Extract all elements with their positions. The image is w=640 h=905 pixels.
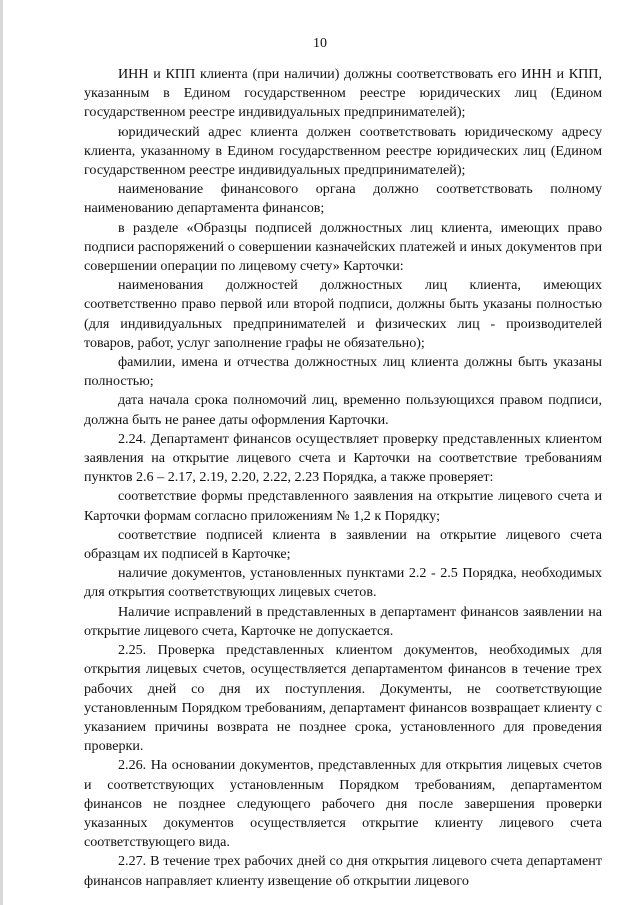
- paragraph-position-names: наименования должностей должностных лиц клиента, имеющих соответственно право первой или второй подписи, должны быть указаны полностью (для индивидуальных предпринимателей и физических лиц - производителей товаров, работ, услуг заполнение графы не обязательно);: [84, 277, 602, 351]
- paragraph-no-corrections: Наличие исправлений в представленных в департамент финансов заявлении на открытие лицевого счета, Карточке не допускается.: [84, 603, 602, 639]
- paragraph-clause-2-24: 2.24. Департамент финансов осуществляет проверку представленных клиентом заявления на открытие лицевого счета и Карточки на соответствие требованиям пунктов 2.6 – 2.17, 2.19, 2.20, 2.22, 2.23 Порядка, а также проверяет:: [84, 430, 602, 486]
- paragraph-clause-2-26: 2.26. На основании документов, представленных для открытия лицевых счетов и соответствующих установленным Порядком требованиям, департаментом финансов не позднее следующего рабочего дня после завершения проверки указанных документов осуществляется открытие клиенту лицевого счета соответствующего вида.: [84, 757, 602, 851]
- paragraph-documents-presence: наличие документов, установленных пунктами 2.2 - 2.5 Порядка, необходимых для открытия соответствующих лицевых счетов.: [84, 565, 602, 601]
- paragraph-clause-2-25: 2.25. Проверка представленных клиентом документов, необходимых для открытия лицевых счетов, осуществляется департаментом финансов в течение трех рабочих дней со дня их поступления. Документы, не соответствующие установленным Порядком требованиям, департамент финансов возвращает клиенту с указанием причины возврата не позднее срока, установленного для проведения проверки.: [84, 642, 602, 755]
- paragraph-inn-kpp: ИНН и КПП клиента (при наличии) должны соответствовать его ИНН и КПП, указанным в Едином государственном реестре юридических лиц (Едином государственном реестре индивидуальных предпринимателей);: [84, 66, 602, 121]
- paragraph-finance-body-name: наименование финансового органа должно соответствовать полному наименованию департамента финансов;: [84, 181, 602, 217]
- paragraph-signature-compliance: соответствие подписей клиента в заявлении на открытие лицевого счета образцам их подписей в Карточке;: [84, 526, 602, 563]
- document-body: [84, 65, 602, 891]
- paragraph-clause-2-27: 2.27. В течение трех рабочих дней со дня открытия лицевого счета департамент финансов направляет клиенту извещение об открытии лицевого: [84, 853, 602, 889]
- page-number: 10: [313, 36, 327, 51]
- paragraph-authority-start-date: дата начала срока полномочий лиц, временно пользующихся правом подписи, должна быть не ранее даты оформления Карточки.: [84, 392, 602, 428]
- scan-edge: [0, 0, 3, 905]
- paragraph-signature-samples-section: в разделе «Образцы подписей должностных лиц клиента, имеющих право подписи распоряжений о совершении казначейских платежей и иных документов при совершении операции по лицевому счету» Карточки:: [84, 219, 602, 275]
- paragraph-full-names: фамилии, имена и отчества должностных лиц клиента должны быть указаны полностью;: [84, 354, 602, 390]
- paragraph-legal-address: юридический адрес клиента должен соответствовать юридическому адресу клиента, указанному в Едином государственном реестре юридических лиц (Едином государственном реестре индивидуальных предпринимателей);: [84, 123, 602, 179]
- paragraph-form-compliance: соответствие формы представленного заявления на открытие лицевого счета и Карточки формам согласно приложениям № 1,2 к Порядку;: [84, 488, 602, 524]
